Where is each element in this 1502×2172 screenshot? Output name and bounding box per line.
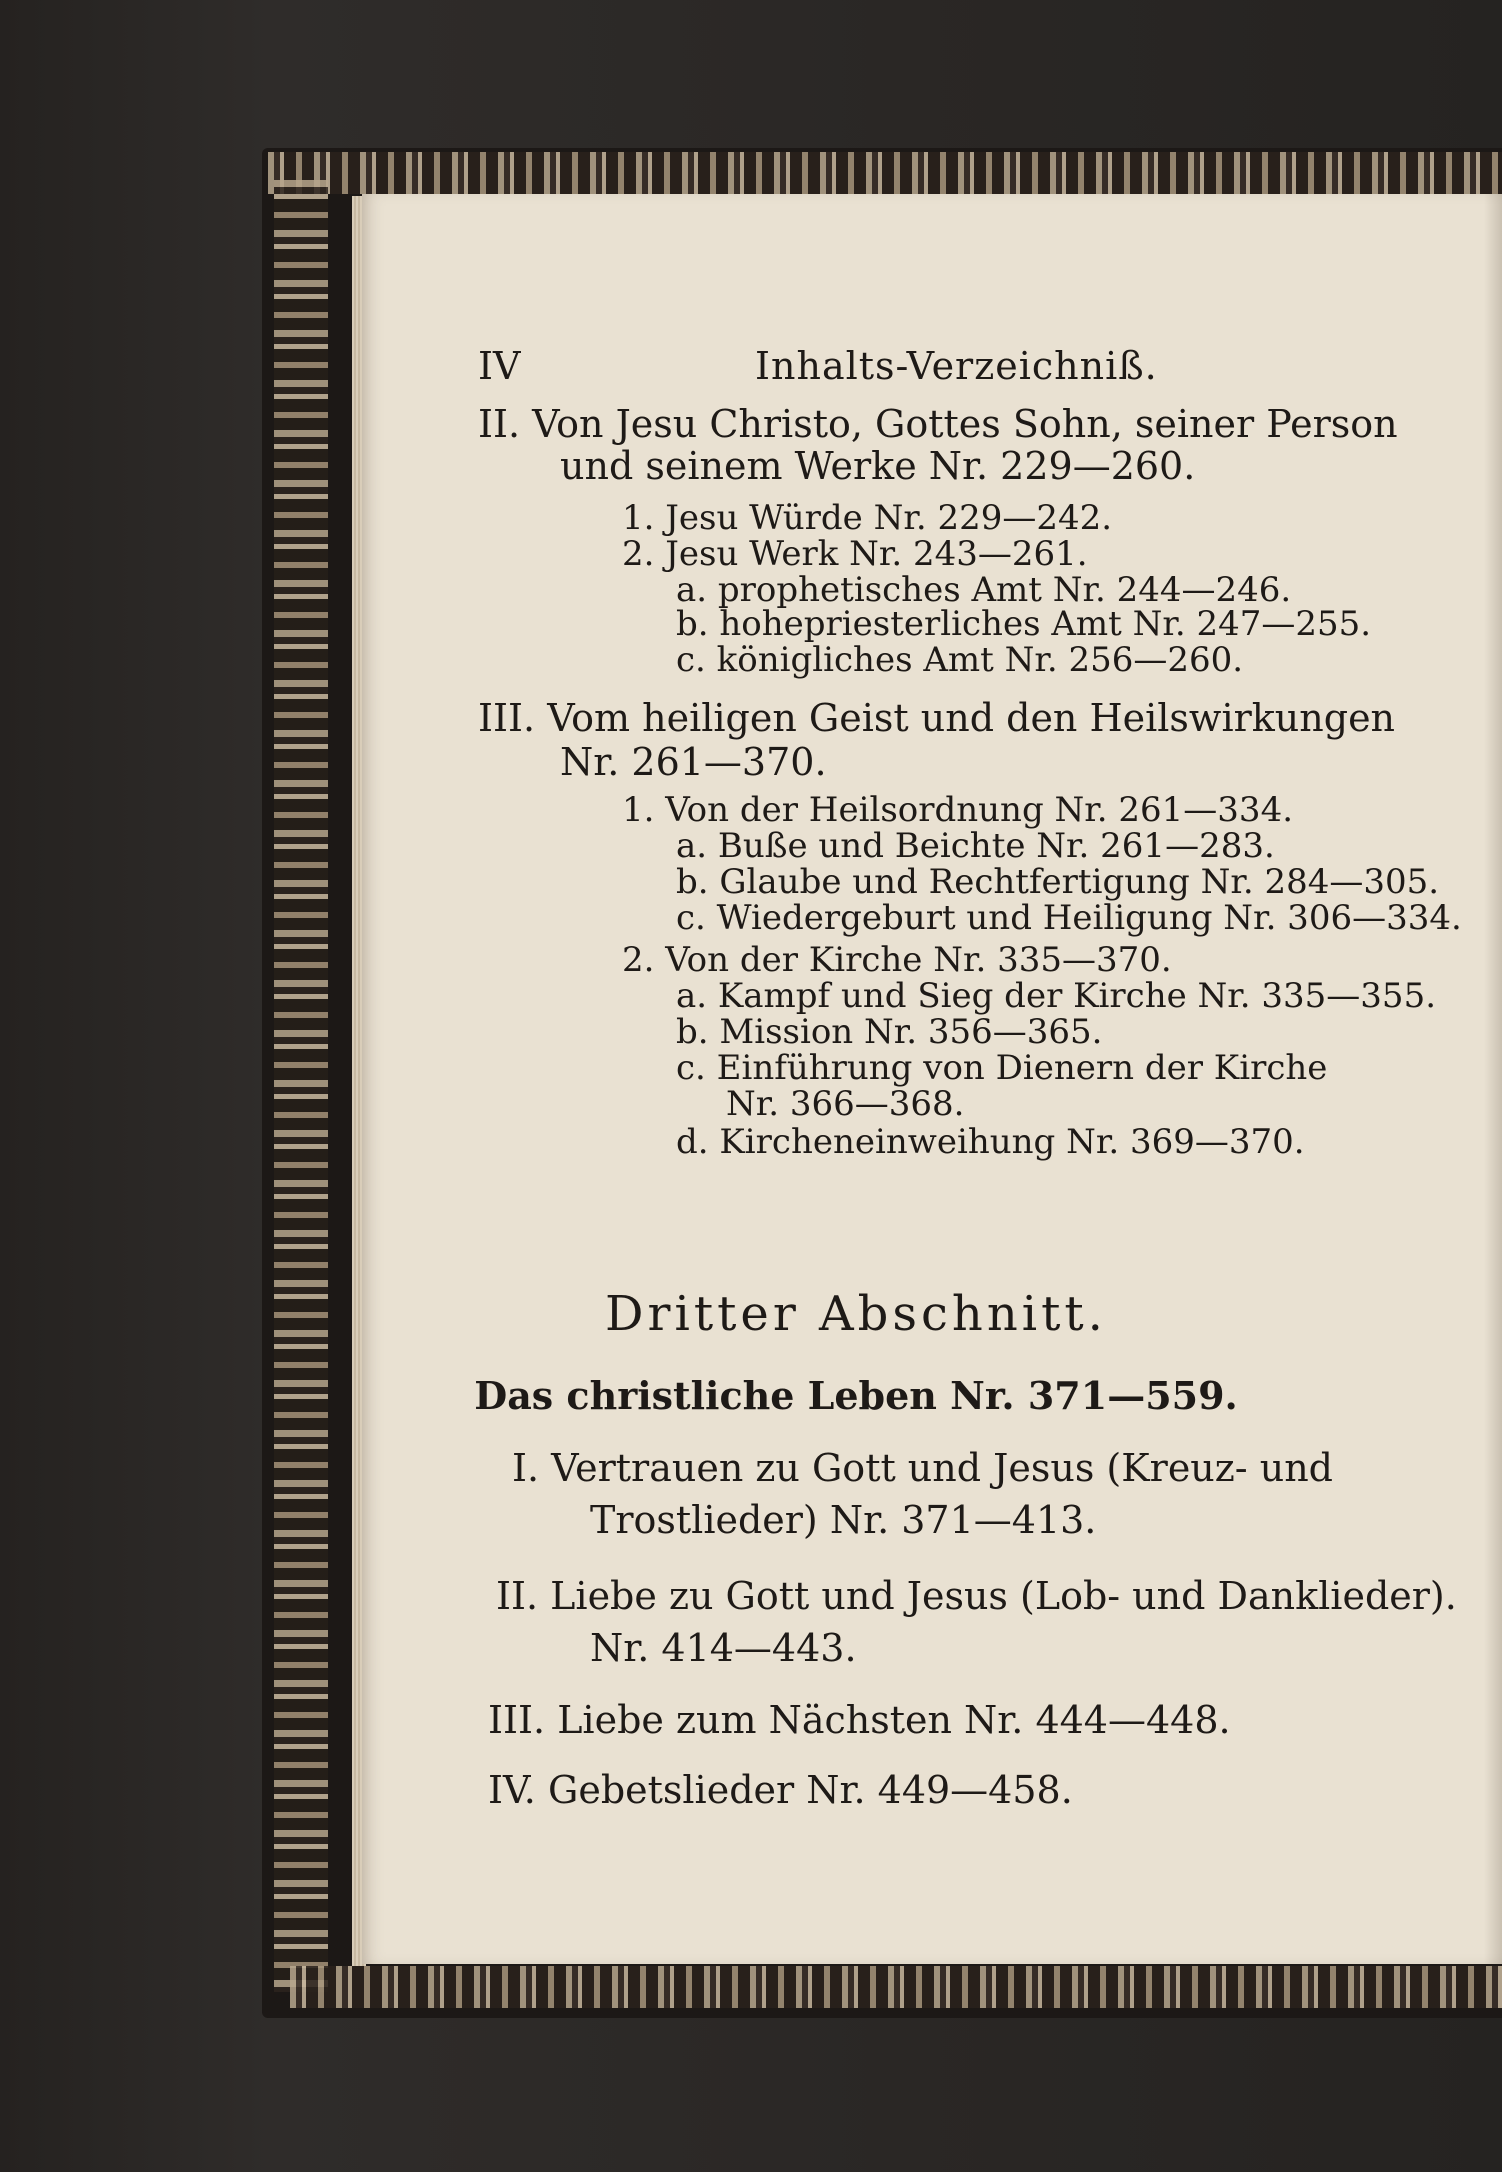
section-title: Dritter Abschnitt. [605,1286,1107,1342]
toc-line: d. Kircheneinweihung Nr. 369—370. [676,1122,1305,1162]
toc-line: III. Liebe zum Nächsten Nr. 444—448. [488,1698,1231,1742]
toc-line: c. königliches Amt Nr. 256—260. [676,640,1244,680]
page-header-title: Inhalts-Verzeichniß. [755,344,1158,388]
section-subtitle: Das christliche Leben Nr. 371—559. [474,1373,1238,1418]
page-shadow [1484,194,1502,1964]
toc-line: III. Vom heiligen Geist und den Heilswirkungen [478,696,1396,740]
toc-line: 1. Von der Heilsordnung Nr. 261—334. [622,790,1294,830]
toc-line: IV. Gebetslieder Nr. 449—458. [488,1768,1073,1812]
ornamental-border-top [268,152,1502,194]
toc-line: a. Kampf und Sieg der Kirche Nr. 335—355. [676,976,1437,1016]
toc-line: b. hohepriesterliches Amt Nr. 247—255. [676,604,1372,644]
toc-line: c. Einführung von Dienern der Kirche [676,1048,1328,1088]
toc-line: a. Buße und Beichte Nr. 261—283. [676,826,1275,866]
ornamental-border-left [274,180,328,1992]
toc-line: 2. Von der Kirche Nr. 335—370. [622,940,1172,980]
toc-line: Trostlieder) Nr. 371—413. [590,1498,1097,1542]
toc-line: II. Liebe zu Gott und Jesus (Lob- und Danklieder). [496,1574,1457,1618]
toc-line: b. Glaube und Rechtfertigung Nr. 284—305. [676,862,1440,902]
page-number: IV [478,344,521,388]
toc-line: Nr. 261—370. [560,740,827,784]
toc-line: Nr. 414—443. [590,1626,857,1670]
toc-line: 2. Jesu Werk Nr. 243—261. [622,534,1088,574]
toc-line: 1. Jesu Würde Nr. 229—242. [622,498,1113,538]
toc-line: b. Mission Nr. 356—365. [676,1012,1103,1052]
toc-line: Nr. 366—368. [726,1084,965,1124]
toc-line: II. Von Jesu Christo, Gottes Sohn, seiner Person [478,402,1398,446]
toc-line: a. prophetisches Amt Nr. 244—246. [676,570,1292,610]
ornamental-border-bottom [290,1966,1502,2008]
toc-line: I. Vertrauen zu Gott und Jesus (Kreuz- und [512,1446,1333,1490]
toc-line: und seinem Werke Nr. 229—260. [560,444,1196,488]
toc-line: c. Wiedergeburt und Heiligung Nr. 306—334. [676,898,1462,938]
